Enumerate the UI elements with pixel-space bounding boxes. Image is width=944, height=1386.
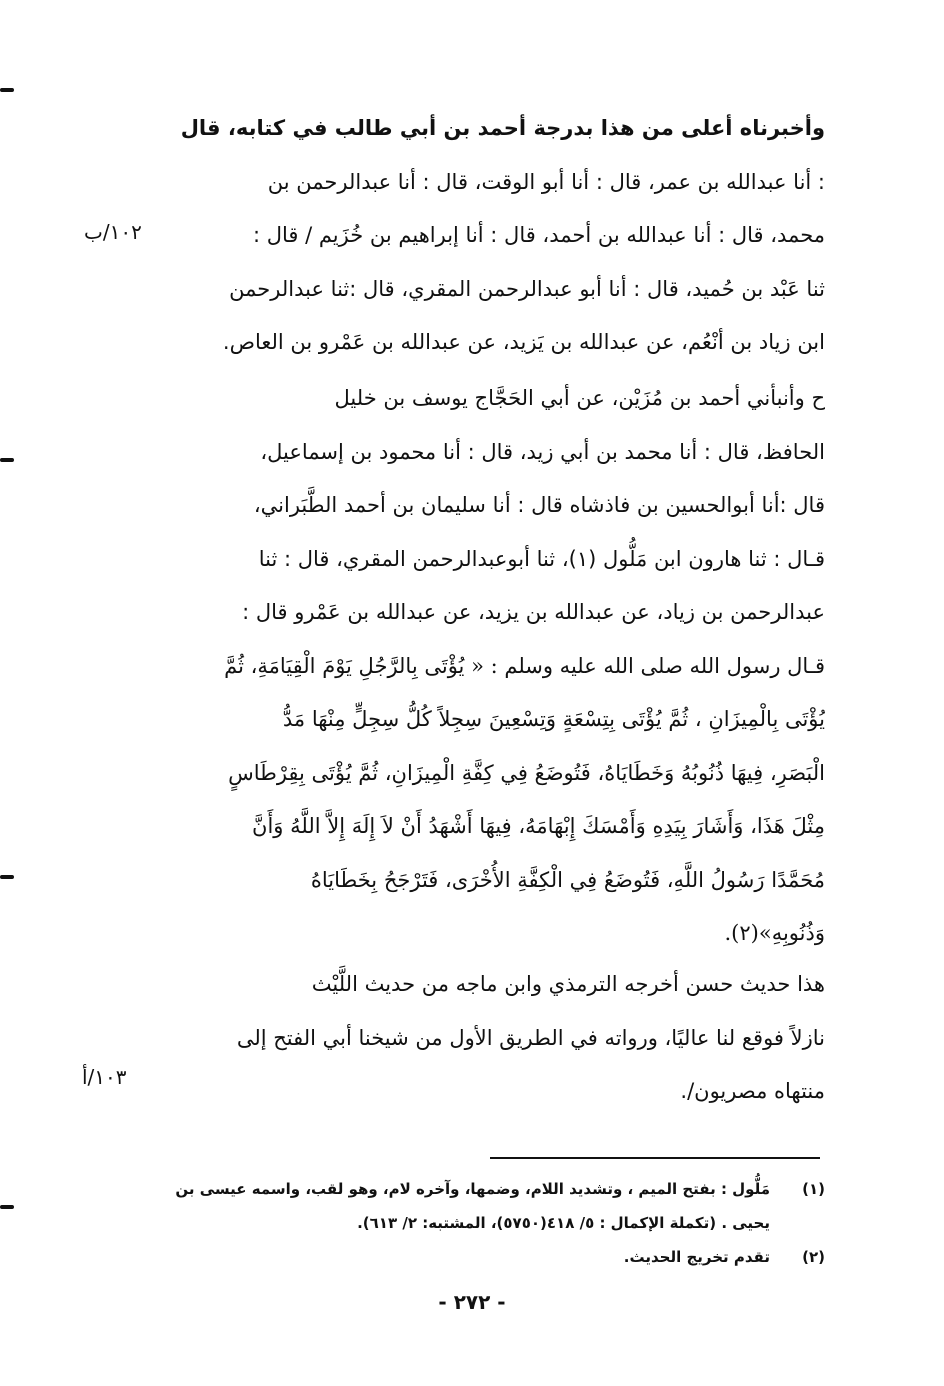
folio-marker: ١٠٢/ب <box>84 220 142 244</box>
edge-mark <box>0 875 14 879</box>
footnote-separator <box>490 1157 820 1159</box>
text-line: قـال : ثنا هارون ابن مَلُّول (١)، ثنا أبوعبدالرحمن المقري، قال : ثنا <box>258 546 825 571</box>
text-line: نازلاً فوقع لنا عاليًا، ورواته في الطريق الأول من شيخنا أبي الفتح إلى <box>236 1025 825 1050</box>
footnote-number: (١) <box>802 1180 825 1198</box>
text-line: هذا حديث حسن أخرجه الترمذي وابن ماجه من حديث اللَّيْث <box>311 972 825 996</box>
paragraph-isnad-1 <box>150 102 825 370</box>
text-line: ح وأنبأني أحمد بن مُزَيْن، عن أبي الحَجَّاج يوسف بن خليل <box>334 386 825 410</box>
edge-mark <box>0 458 14 462</box>
footnote-line <box>150 1172 825 1206</box>
edge-mark <box>0 88 14 92</box>
page-number: - ٢٧٢ - <box>438 1290 506 1314</box>
footnote-line <box>150 1206 825 1240</box>
paragraph-isnad-2 <box>150 372 825 947</box>
text-line: الحافظ، قال : أنا محمد بن أبي زيد، قال : أنا محمود بن إسماعيل، <box>260 439 825 464</box>
footnote-text: مَلُّول : بفتح الميم ، وتشديد اللام، وضمها، وآخره لام، وهو لقب، واسمه عيسى بن <box>175 1180 770 1198</box>
text-line: منتهاه مصريون/. <box>680 1079 825 1103</box>
hadith-line: الْبَصَرِ، فِيهَا ذُنُوبُهُ وَخَطَايَاهُ، فَتُوضَعُ فِي كِفَّةِ الْمِيزَانِ، ثُمَّ يُؤْتَى بِقِرْطَاسٍ <box>228 760 825 785</box>
text-line: قال :أنا أبوالحسين بن فاذشاه قال : أنا سليمان بن أحمد الطَّبَراني، <box>253 493 825 517</box>
text-line: محمد، قال : أنا عبدالله بن أحمد، قال : أنا إبراهيم بن خُزَيم / قال : <box>252 223 825 247</box>
folio-marker: ١٠٣/أ <box>82 1065 127 1089</box>
footnote-number: (٢) <box>802 1248 825 1266</box>
text-line: ثنا عَبْد بن حُميد، قال : أنا أبو عبدالرحمن المقري، قال :ثنا عبدالرحمن <box>229 276 825 301</box>
text-line: عبدالرحمن بن زياد، عن عبدالله بن يزيد، عن عبدالله بن عَمْرو قال : <box>242 600 825 624</box>
footnotes <box>150 1172 825 1274</box>
hadith-line: وَذُنُوبِهِ»(٢). <box>724 921 825 945</box>
footnote-text: يحيى . (تكملة الإكمال : ٥/ ٤١٨(٥٧٥٠)، المشتبه: ٢/ ٦١٣). <box>357 1214 770 1232</box>
footnote-line <box>150 1240 825 1274</box>
hadith-line: مُحَمَّدًا رَسُولُ اللَّهِ، فَتُوضَعُ فِي الْكِفَّةِ الأُخْرَى، فَتَرْجَحُ بِخَطَايَاهُ <box>310 867 825 892</box>
hadith-line: يُؤْتَى بِالْمِيزَانِ ، ثُمَّ يُؤْتَى بِتِسْعَةٍ وَتِسْعِينَ سِجِلاً كُلُّ سِجِلٍّ مِنْهَا مَدُّ <box>282 707 825 731</box>
paragraph-commentary <box>150 958 825 1119</box>
edge-mark <box>0 1205 14 1209</box>
text-line: ابن زياد بن أنْعُم، عن عبدالله بن يَزيد، عن عبدالله بن عَمْرو بن العاص. <box>222 330 825 354</box>
text-line: وأخبرناه أعلى من هذا بدرجة أحمد بن أبي طالب في كتابه، قال <box>180 116 825 140</box>
footnote-text: تقدم تخريج الحديث. <box>623 1248 770 1266</box>
text-line: : أنا عبدالله بن عمر، قال : أنا أبو الوقت، قال : أنا عبدالرحمن بن <box>267 169 825 194</box>
hadith-line: مِثْلَ هَذَا، وَأَشَارَ بِيَدِهِ وَأَمْسَكَ إِبْهَامَهُ، فِيهَا أَشْهَدُ أَنْ لاَ إِلَهَ إِلاَّ اللَّهُ وَأَنَّ <box>252 814 825 838</box>
hadith-line: قـال رسول الله صلى الله عليه وسلم : « يُؤْتَى بِالرَّجُلِ يَوْمَ الْقِيَامَةِ، ثُمَّ <box>224 653 825 678</box>
